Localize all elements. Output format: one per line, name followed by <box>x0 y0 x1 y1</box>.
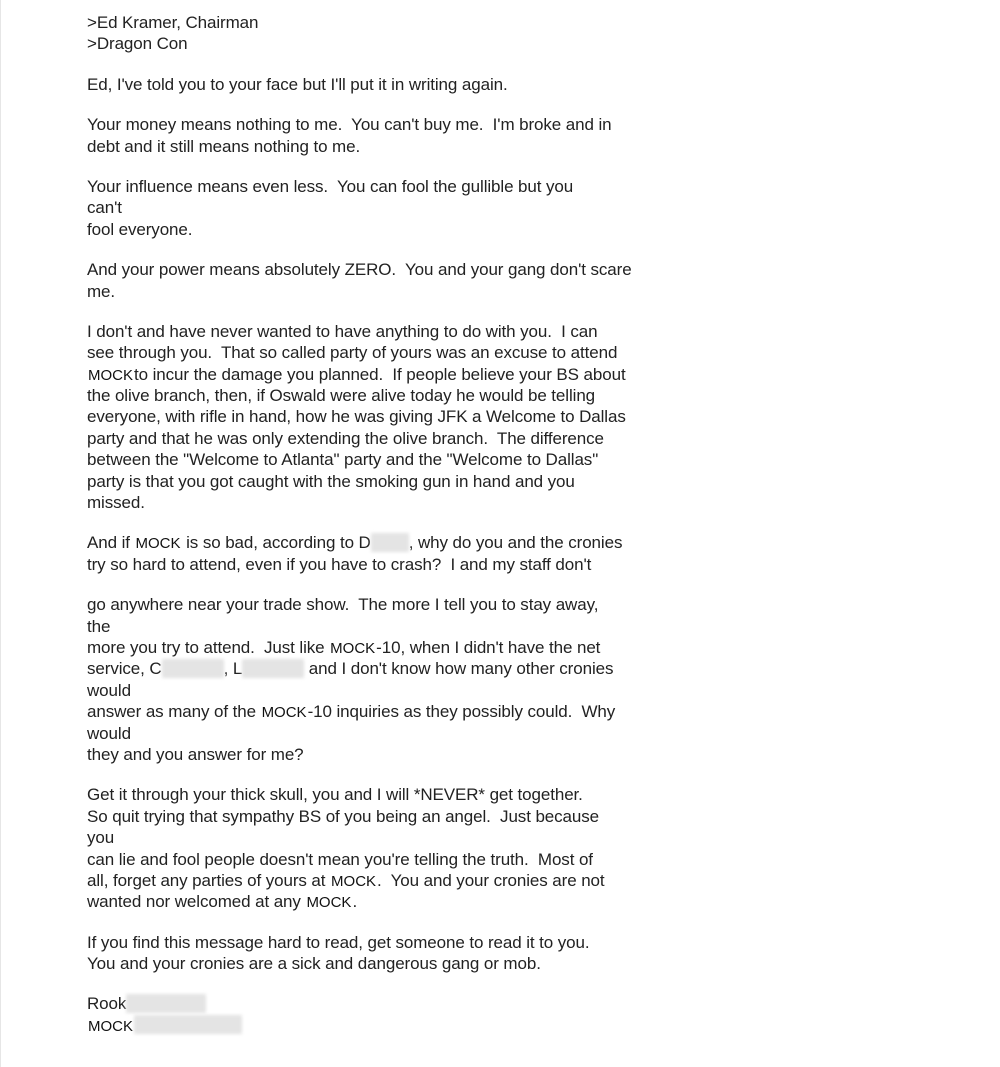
header-line: >Ed Kramer, Chairman <box>87 13 259 32</box>
text-segment: And if <box>87 533 135 553</box>
email-body <box>87 12 727 1036</box>
paragraph-line: everyone, with rifle in hand, how he was giving JFK a Welcome to Dallas <box>87 407 626 427</box>
paragraph-line: Get it through your thick skull, you and I will *NEVER* get together. <box>87 785 583 805</box>
redaction-blur <box>371 533 409 552</box>
mock-redaction-label: MOCK <box>306 894 352 912</box>
paragraph-line: go anywhere near your trade show. The more I tell you to stay away, <box>87 595 599 615</box>
text-segment: . <box>352 892 358 912</box>
paragraph-line <box>87 891 727 912</box>
text-segment: -10 inquiries as they possibly could. Why <box>307 702 616 722</box>
mock-redaction-label: MOCK <box>261 704 307 722</box>
paragraph-line: fool everyone. <box>87 219 193 239</box>
redaction-blur <box>242 659 304 678</box>
text-segment: is so bad, according to D <box>181 533 371 553</box>
text-segment: service, C <box>87 659 162 679</box>
paragraph-line <box>87 637 727 658</box>
paragraph-line: would <box>87 680 131 700</box>
text-segment: answer as many of the <box>87 702 261 722</box>
paragraph-line: they and you answer for me? <box>87 744 304 764</box>
paragraph-line: me. <box>87 281 116 301</box>
text-segment: , why do you and the cronies <box>408 533 623 553</box>
paragraph-line: party and that he was only extending the olive branch. The difference <box>87 428 604 448</box>
paragraph-line: try so hard to attend, even if you have to crash? I and my staff don't <box>87 554 592 574</box>
paragraph-line: debt and it still means nothing to me. <box>87 136 361 156</box>
paragraph-line: You and your cronies are a sick and dangerous gang or mob. <box>87 954 541 974</box>
paragraph-line: would <box>87 723 131 743</box>
paragraph-line <box>87 658 727 679</box>
paragraph-line <box>87 870 727 891</box>
mock-redaction-label: MOCK <box>331 872 377 890</box>
text-segment: and I don't know how many other cronies <box>304 659 614 679</box>
signature-block <box>87 993 727 1036</box>
paragraph-line: I don't and have never wanted to have anything to do with you. I can <box>87 321 598 341</box>
signature-name: Rook <box>87 994 127 1014</box>
text-segment: -10, when I didn't have the net <box>376 637 601 657</box>
paragraph-line: Your influence means even less. You can fool the gullible but you <box>87 176 574 196</box>
text-segment: more you try to attend. Just like <box>87 637 330 657</box>
paragraph-line <box>87 364 727 385</box>
text-segment: wanted nor welcomed at any <box>87 892 306 912</box>
mock-redaction-label: MOCK <box>330 639 376 657</box>
text-segment: . You and your cronies are not <box>377 870 605 890</box>
paragraph-line: between the "Welcome to Atlanta" party and the "Welcome to Dallas" <box>87 450 599 470</box>
paragraph-line: the <box>87 616 111 636</box>
paragraph-line: So quit trying that sympathy BS of you being an angel. Just because <box>87 806 600 826</box>
paragraph-line: Your money means nothing to me. You can't buy me. I'm broke and in <box>87 115 612 135</box>
paragraph-line: missed. <box>87 493 145 513</box>
paragraph-line: the olive branch, then, if Oswald were alive today he would be telling <box>87 386 596 406</box>
signature-org-line <box>87 1015 727 1036</box>
paragraph-line: can lie and fool people doesn't mean you're telling the truth. Most of <box>87 849 593 869</box>
text-segment: to incur the damage you planned. If people believe your BS about <box>134 364 626 384</box>
redaction-blur <box>134 1015 242 1034</box>
redaction-blur <box>162 659 224 678</box>
mock-redaction-label: MOCK <box>88 366 133 384</box>
paragraph-line: you <box>87 828 115 848</box>
redaction-blur <box>126 994 206 1013</box>
paragraph-line: can't <box>87 198 122 218</box>
paragraph-line: see through you. That so called party of yours was an excuse to attend <box>87 343 618 363</box>
paragraph-line: And your power means absolutely ZERO. You and your gang don't scare <box>87 260 632 280</box>
text-segment: , L <box>223 659 243 679</box>
paragraph-line <box>87 532 727 553</box>
text-segment: all, forget any parties of yours at <box>87 870 331 890</box>
signature-name-line <box>87 993 727 1014</box>
mock-redaction-label: MOCK <box>88 1017 133 1035</box>
paragraph-line: Ed, I've told you to your face but I'll put it in writing again. <box>87 74 508 94</box>
paragraph-line: If you find this message hard to read, get someone to read it to you. <box>87 932 590 952</box>
paragraph-line <box>87 701 727 722</box>
mock-redaction-label: MOCK <box>135 535 181 553</box>
header-line: >Dragon Con <box>87 34 188 54</box>
paragraph-line: party is that you got caught with the smoking gun in hand and you <box>87 471 575 491</box>
